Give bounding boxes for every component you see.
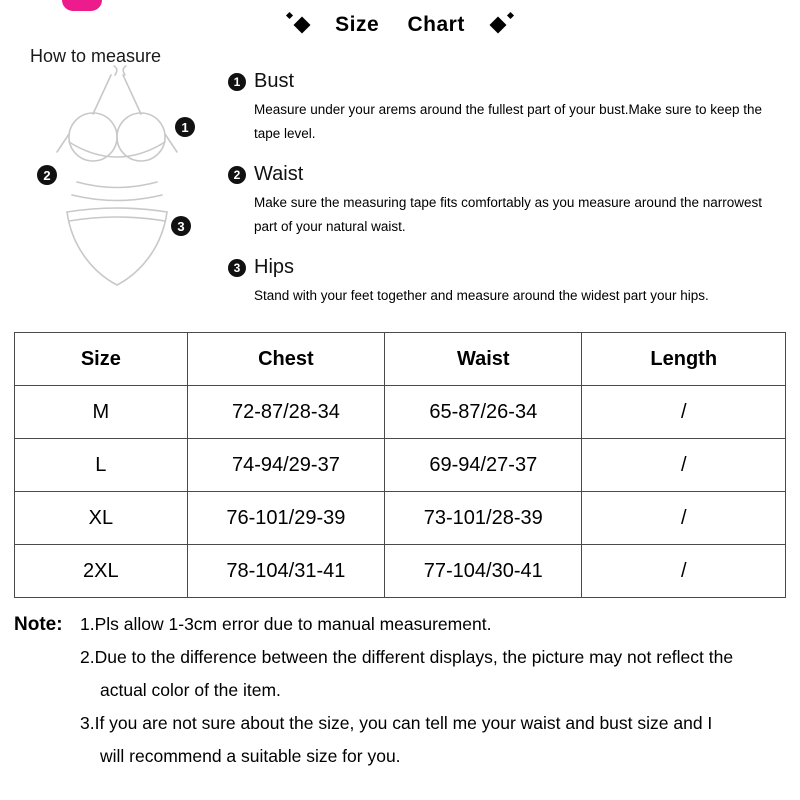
cell-chest: 76-101/29-39 <box>187 492 384 545</box>
step-label-waist: Waist <box>254 163 304 185</box>
measure-step-bust <box>228 70 793 146</box>
cell-chest: 74-94/29-37 <box>187 439 384 492</box>
table-row <box>15 545 786 598</box>
col-header-length: Length <box>582 333 786 386</box>
note-label: Note: <box>14 614 63 635</box>
figure-marker-3: 3 <box>171 216 191 236</box>
measure-steps <box>228 70 793 325</box>
page-title: Size Chart <box>335 13 465 36</box>
step-label-hips: Hips <box>254 256 295 278</box>
step-label-bust: Bust <box>254 70 295 92</box>
step-heading-bust <box>228 70 793 93</box>
size-table <box>14 332 786 598</box>
cell-length: / <box>582 545 786 598</box>
step-number-icon: 3 <box>228 259 246 277</box>
cell-waist: 65-87/26-34 <box>385 386 582 439</box>
notes-section <box>14 608 794 773</box>
col-header-waist: Waist <box>385 333 582 386</box>
cell-waist: 69-94/27-37 <box>385 439 582 492</box>
note-items <box>80 608 794 773</box>
table-row <box>15 492 786 545</box>
step-description-hips: Stand with your feet together and measure around the widest part your hips. <box>254 288 709 303</box>
table-row <box>15 386 786 439</box>
step-description-bust: Measure under your arems around the fullest part of your bust.Make sure to keep the tape level. <box>254 102 763 141</box>
step-description-waist: Make sure the measuring tape fits comfortably as you measure around the narrowest part of your natural waist. <box>254 195 763 234</box>
figure-marker-2: 2 <box>37 165 57 185</box>
cell-length: / <box>582 439 786 492</box>
diamond-icon-right <box>491 18 505 32</box>
diamond-icon-left <box>295 18 309 32</box>
how-to-measure-heading: How to measure <box>30 46 162 66</box>
cell-length: / <box>582 492 786 545</box>
cell-chest: 78-104/31-41 <box>187 545 384 598</box>
cell-size: 2XL <box>15 545 188 598</box>
table-header-row <box>15 333 786 386</box>
cell-waist: 77-104/30-41 <box>385 545 582 598</box>
note-item-2: 2.Due to the difference between the different displays, the picture may not reflect the actual color of the item. <box>80 647 734 700</box>
cell-length: / <box>582 386 786 439</box>
cell-size: L <box>15 439 188 492</box>
page-header <box>0 13 800 37</box>
cell-waist: 73-101/28-39 <box>385 492 582 545</box>
figure-marker-1: 1 <box>175 117 195 137</box>
measure-step-hips <box>228 256 793 308</box>
step-heading-hips <box>228 256 793 279</box>
col-header-size: Size <box>15 333 188 386</box>
note-item-3: 3.If you are not sure about the size, you can tell me your waist and bust size and I will recommend a suitable size for you. <box>80 713 713 766</box>
measure-step-waist <box>228 163 793 239</box>
pink-logo-fragment <box>62 0 102 11</box>
table-row <box>15 439 786 492</box>
cell-size: M <box>15 386 188 439</box>
cell-chest: 72-87/28-34 <box>187 386 384 439</box>
step-number-icon: 1 <box>228 73 246 91</box>
cell-size: XL <box>15 492 188 545</box>
step-number-icon: 2 <box>228 166 246 184</box>
step-heading-waist <box>228 163 793 186</box>
note-item-1: 1.Pls allow 1-3cm error due to manual measurement. <box>80 614 492 634</box>
col-header-chest: Chest <box>187 333 384 386</box>
